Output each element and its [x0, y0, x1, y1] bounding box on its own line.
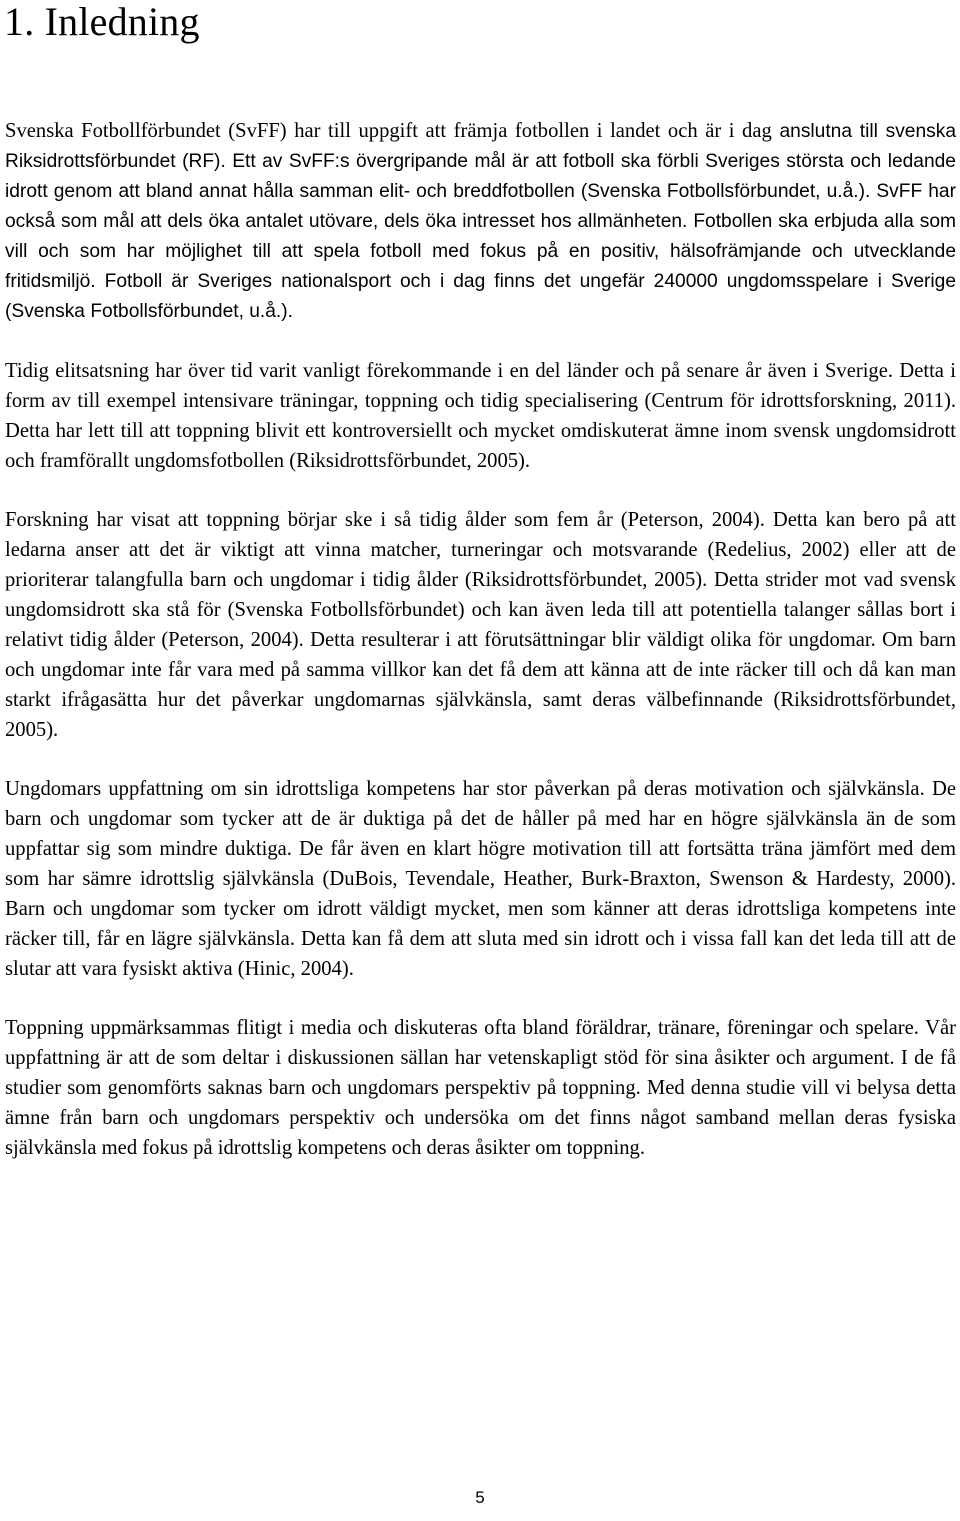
paragraph-5: Toppning uppmärksammas flitigt i media och diskuteras ofta bland föräldrar, tränare, föreningar och spelare. Vår uppfattning är att de som deltar i diskussionen sällan har vetenskapligt stöd för sina åsikter och argument. I de få studier som genomförts saknas barn och ungdomars perspektiv på toppning. Med denna studie vill vi belysa detta ämne från barn och ungdomars perspektiv och undersöka om det finns något samband mellan deras fysiska självkänsla med fokus på idrottslig kompetens och deras åsikter om toppning.: [5, 1017, 956, 1159]
paragraph-1-rest: antalet utövare, dels öka intresset hos allmänheten. Fotbollen ska erbjuda alla som vill och som har möjlighet till att spela fotboll med fokus på en positiv, hälsofrämjande och utvecklande fritidsmiljö. Fotboll är Sveriges nationalsport och i dag finns det ungefär 240000 ungdomsspelare i Sverige (Svenska Fotbollsförbundet, u.å.).: [5, 211, 956, 322]
paragraph-1-line-1: Svenska Fotbollförbundet (SvFF) har till uppgift att främja fotbollen i landet och är i dag: [5, 120, 772, 142]
paragraph-1-line-2: anslutna till svenska Riksidrottsförbundet (RF). Ett av SvFF:s övergripande mål är att fotboll: [5, 121, 956, 172]
paragraph-3: Forskning har visat att toppning börjar ske i så tidig ålder som fem år (Peterson, 2004). Detta kan bero på att ledarna anser att det är viktigt att vinna matcher, turneringar och motsvarande (Redelius, 2002) eller att de prioriterar talangfulla barn och ungdomar i tidig ålder (Riksidrottsförbundet, 2005). Detta strider mot vad svensk ungdomsidrott ska stå för (Svenska Fotbollsförbundet) och kan även leda till att potentiella talanger sållas bort i relativt tidig ålder (Peterson, 2004). Detta resulterar i att förutsättningar blir väldigt olika för ungdomar. Om barn och ungdomar inte får vara med på samma villkor kan det få dem att känna att de inte räcker till och då kan man starkt ifrågasätta hur det påverkar ungdomarnas självkänsla, samt deras välbefinnande (Riksidrottsförbundet, 2005).: [5, 509, 956, 741]
paragraph-1: [5, 116, 956, 327]
section-number: 1.: [4, 0, 35, 44]
body-text: [5, 116, 956, 1192]
paragraph-2: Tidig elitsatsning har över tid varit vanligt förekommande i en del länder och på senare år även i Sverige. Detta i form av till exempel intensivare träningar, toppning och tidig specialisering (Centrum för idrottsforskning, 2011). Detta har lett till att toppning blivit ett kontroversiellt och mycket omdiskuterat ämne inom svensk ungdomsidrott och framförallt ungdomsfotbollen (Riksidrottsförbundet, 2005).: [5, 360, 956, 472]
section-title: Inledning: [44, 0, 200, 44]
paragraph-4: Ungdomars uppfattning om sin idrottsliga kompetens har stor påverkan på deras motivation och självkänsla. De barn och ungdomar som tycker att de är duktiga på det de håller på med har en högre självkänsla än de som uppfattar sig som mindre duktiga. De får även en klart högre motivation till att fortsätta träna jämfört med dem som har sämre idrottslig självkänsla (DuBois, Tevendale, Heather, Burk-Braxton, Swenson & Hardesty, 2000). Barn och ungdomar som tycker om idrott väldigt mycket, men som känner att deras idrottsliga kompetens inte räcker till, får en lägre självkänsla. Detta kan få dem att sluta med sin idrott och i vissa fall kan det leda till att de slutar att vara fysiskt aktiva (Hinic, 2004).: [5, 778, 956, 980]
page-number: 5: [475, 1488, 485, 1507]
paragraph-1-line-4: breddfotbollen (Svenska Fotbollsförbundet, u.å.). SvFF har också som mål att dels öka: [5, 181, 956, 232]
paragraph-1-line-3: ska förbli Sveriges största och ledande idrott genom att bland annat hålla samman elit- och: [5, 151, 956, 202]
section-heading: [4, 0, 200, 44]
